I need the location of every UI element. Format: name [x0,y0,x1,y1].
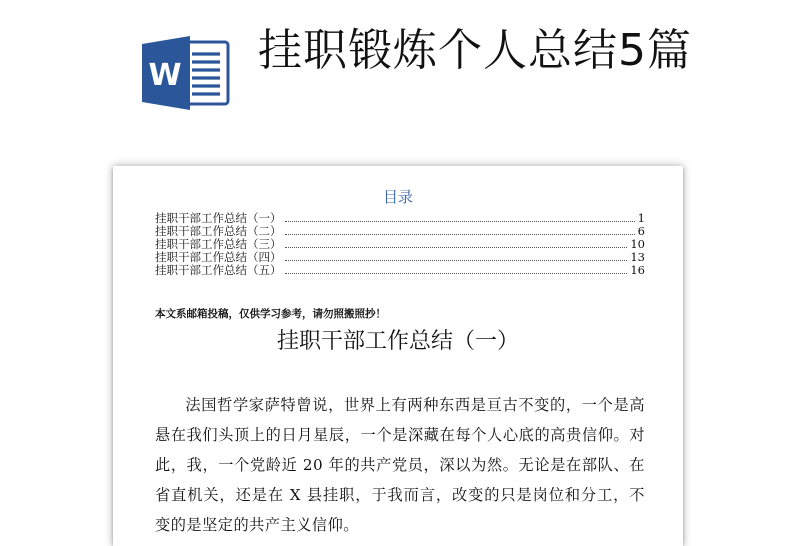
word-document-icon [142,36,232,110]
toc-title: 目录 [382,188,413,206]
toc-entry-page: 6 [637,224,645,238]
copyright-notice: 本文系邮箱投稿，仅供学习参考，请勿照搬照抄！ [155,308,386,320]
page-title: 挂职锻炼个人总结5篇 [258,25,692,76]
word-icon-letter: W [148,58,182,93]
document-page [113,166,683,546]
toc-leader [285,233,635,235]
toc-entry-page: 13 [630,250,645,264]
toc-entry-label: 挂职干部工作总结（二） [155,224,282,238]
header [0,0,800,150]
toc-leader [285,272,628,274]
body-paragraph: 法国哲学家萨特曾说，世界上有两种东西是亘古不变的，一个是高悬在我们头顶上的日月星辰，一个是深藏在每个人心底的高贵信仰。对此，我，一个党龄近 20 年的共产党员，深以为然。无论是在部队、在省直机关，还是在 X 县挂职，于我而言，改变的只是岗位和分工，不变的是坚定的共产主义信仰。 [155,396,645,534]
toc-entry[interactable] [155,264,645,277]
toc-entry-label: 挂职干部工作总结（三） [155,237,282,251]
toc-entry-label: 挂职干部工作总结（一） [155,211,282,225]
table-of-contents [155,212,645,277]
section-heading: 挂职干部工作总结（一） [276,329,519,354]
toc-entry-page: 16 [630,263,645,277]
toc-entry-page: 1 [637,211,645,225]
toc-entry-page: 10 [630,237,645,251]
toc-entry-label: 挂职干部工作总结（五） [155,263,282,277]
toc-leader [285,259,628,261]
toc-entry-label: 挂职干部工作总结（四） [155,250,282,264]
toc-leader [285,220,635,222]
toc-leader [285,246,628,248]
